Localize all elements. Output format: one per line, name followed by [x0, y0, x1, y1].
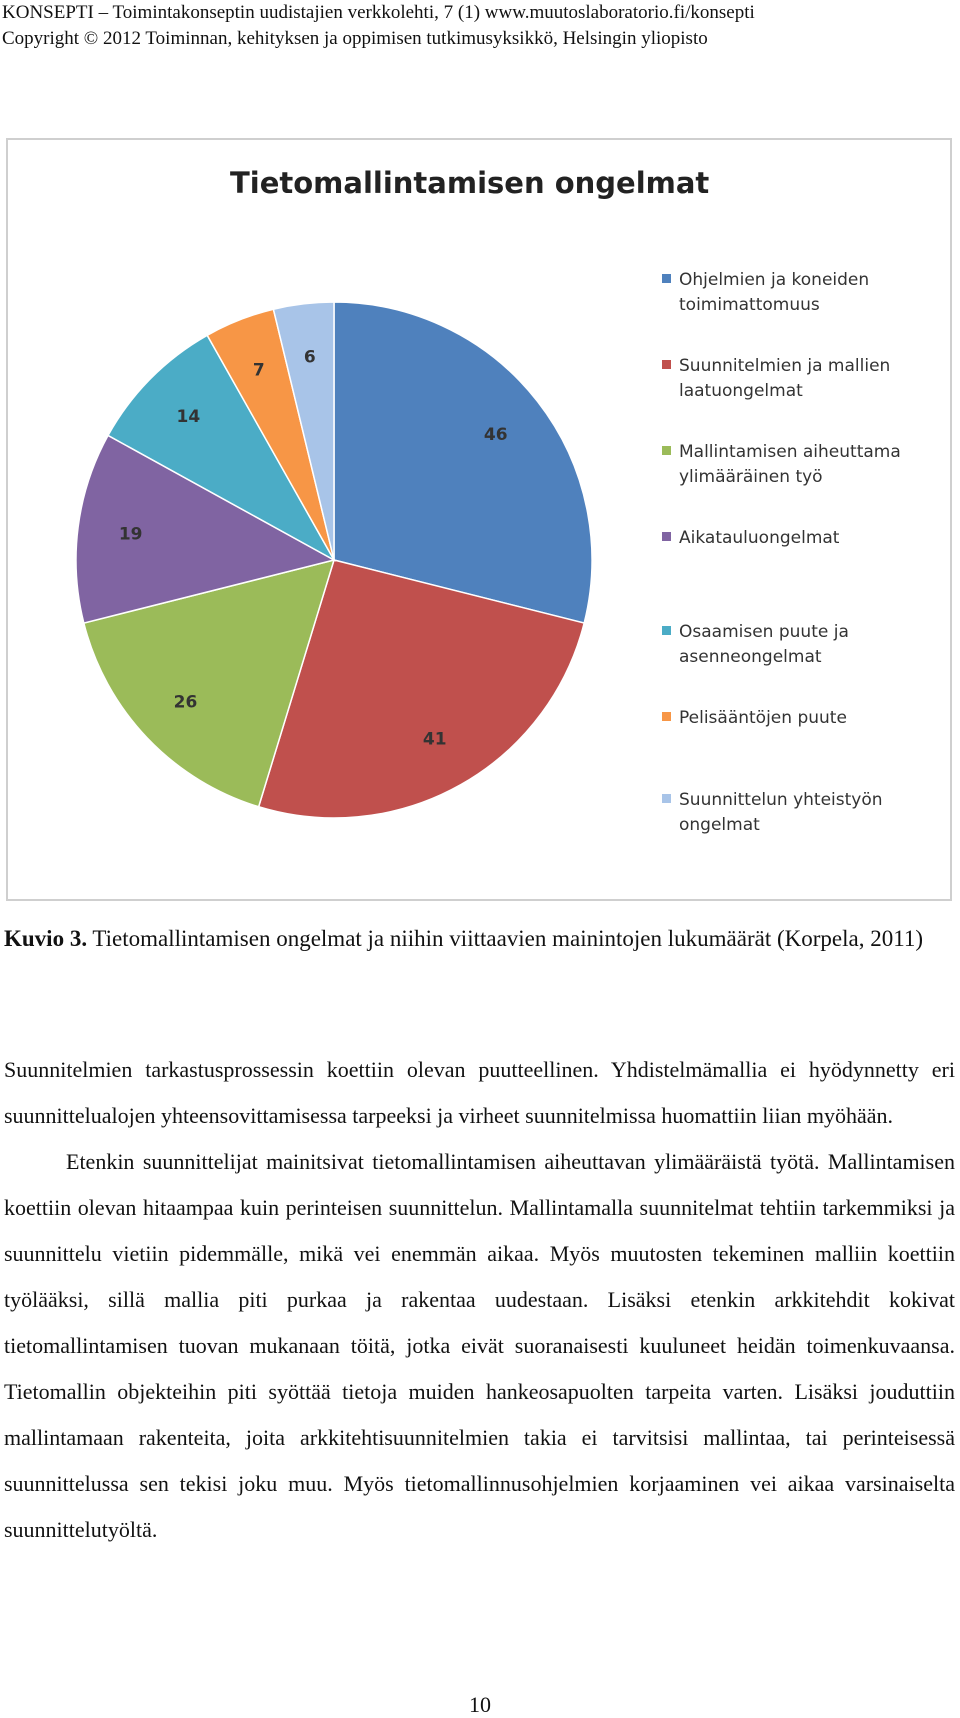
legend-label-6: Pelisääntöjen puute [679, 708, 847, 728]
legend-swatch-5 [662, 626, 671, 635]
legend-swatch-7 [662, 794, 671, 803]
pie-chart [8, 140, 950, 899]
copyright-line: Copyright © 2012 Toiminnan, kehityksen ja oppimisen tutkimusyksikkö, Helsingin yliopisto [2, 28, 708, 49]
legend-swatch-1 [662, 274, 671, 283]
legend-label-2: Suunnitelmien ja mallien laatuongelmat [679, 356, 891, 401]
figure-caption [4, 922, 954, 956]
data-label-4: 19 [118, 524, 143, 545]
legend-label-7: Suunnittelun yhteistyön ongelmat [679, 790, 883, 835]
data-label-1: 46 [483, 425, 508, 446]
legend-swatch-4 [662, 532, 671, 541]
figure-frame [6, 138, 952, 901]
journal-line: KONSEPTI – Toimintakonseptin uudistajien verkkolehti, 7 (1) www.muutoslaboratorio.fi/konsepti [2, 2, 755, 23]
chart-title: Tietomallintamisen ongelmat [230, 166, 710, 200]
caption-text: Tietomallintamisen ongelmat ja niihin viittaavien mainintojen lukumäärät (Korpela, 2011) [87, 926, 923, 951]
legend-label-3: Mallintamisen aiheuttama ylimääräinen työ [679, 442, 901, 487]
data-label-5: 14 [176, 406, 201, 427]
data-label-3: 26 [173, 692, 198, 713]
legend-label-4: Aikatauluongelmat [679, 528, 840, 548]
paragraph-2: Etenkin suunnittelijat mainitsivat tietomallintamisen aiheuttavan ylimääräistä työtä. Mallintamisen koettiin olevan hitaampaa kuin perinteisen suunnittelun. Mallintamalla suunnitelmat tehtiin tarkemmiksi ja suunnittelu vietiin pidemmälle, mikä vei enemmän aikaa. Myös muutosten tekeminen malliin koettiin työlääksi, sillä mallia piti purkaa ja rakentaa uudestaan. Lisäksi etenkin arkkitehdit kokivat tietomallintamisen tuovan mukanaan töitä, jotka eivät suoranaisesti kuuluneet heidän toimenkuvaansa. Tietomallin objekteihin piti syöttää tietoja muiden hankeosapuolten tarpeita varten. Lisäksi jouduttiin mallintamaan rakenteita, joita arkkitehtisuunnitelmien takia ei tarvitsisi mallintaa, tai perinteisessä suunnittelussa sen tekisi joku muu. Myös tietomallinnusohjelmien korjaaminen vei aikaa varsinaiselta suunnittelutyöltä. [4, 1149, 955, 1542]
data-label-2: 41 [422, 729, 447, 750]
data-label-7: 6 [303, 347, 316, 368]
body-text [4, 1047, 955, 1553]
legend-swatch-3 [662, 446, 671, 455]
legend-label-5: Osaamisen puute ja asenneongelmat [679, 622, 849, 667]
caption-label: Kuvio 3. [4, 926, 88, 951]
legend-swatch-6 [662, 712, 671, 721]
legend-label-1: Ohjelmien ja koneiden toimimattomuus [679, 270, 870, 315]
page-header [2, 0, 755, 52]
legend-swatch-2 [662, 360, 671, 369]
data-label-6: 7 [252, 360, 265, 381]
paragraph-1: Suunnitelmien tarkastusprossessin koettiin olevan puutteellinen. Yhdistelmämallia ei hyödynnetty eri suunnittelualojen yhteensovittamisessa tarpeeksi ja virheet suunnitelmissa huomattiin liian myöhään. [4, 1057, 955, 1128]
page-number: 10 [469, 1692, 491, 1717]
